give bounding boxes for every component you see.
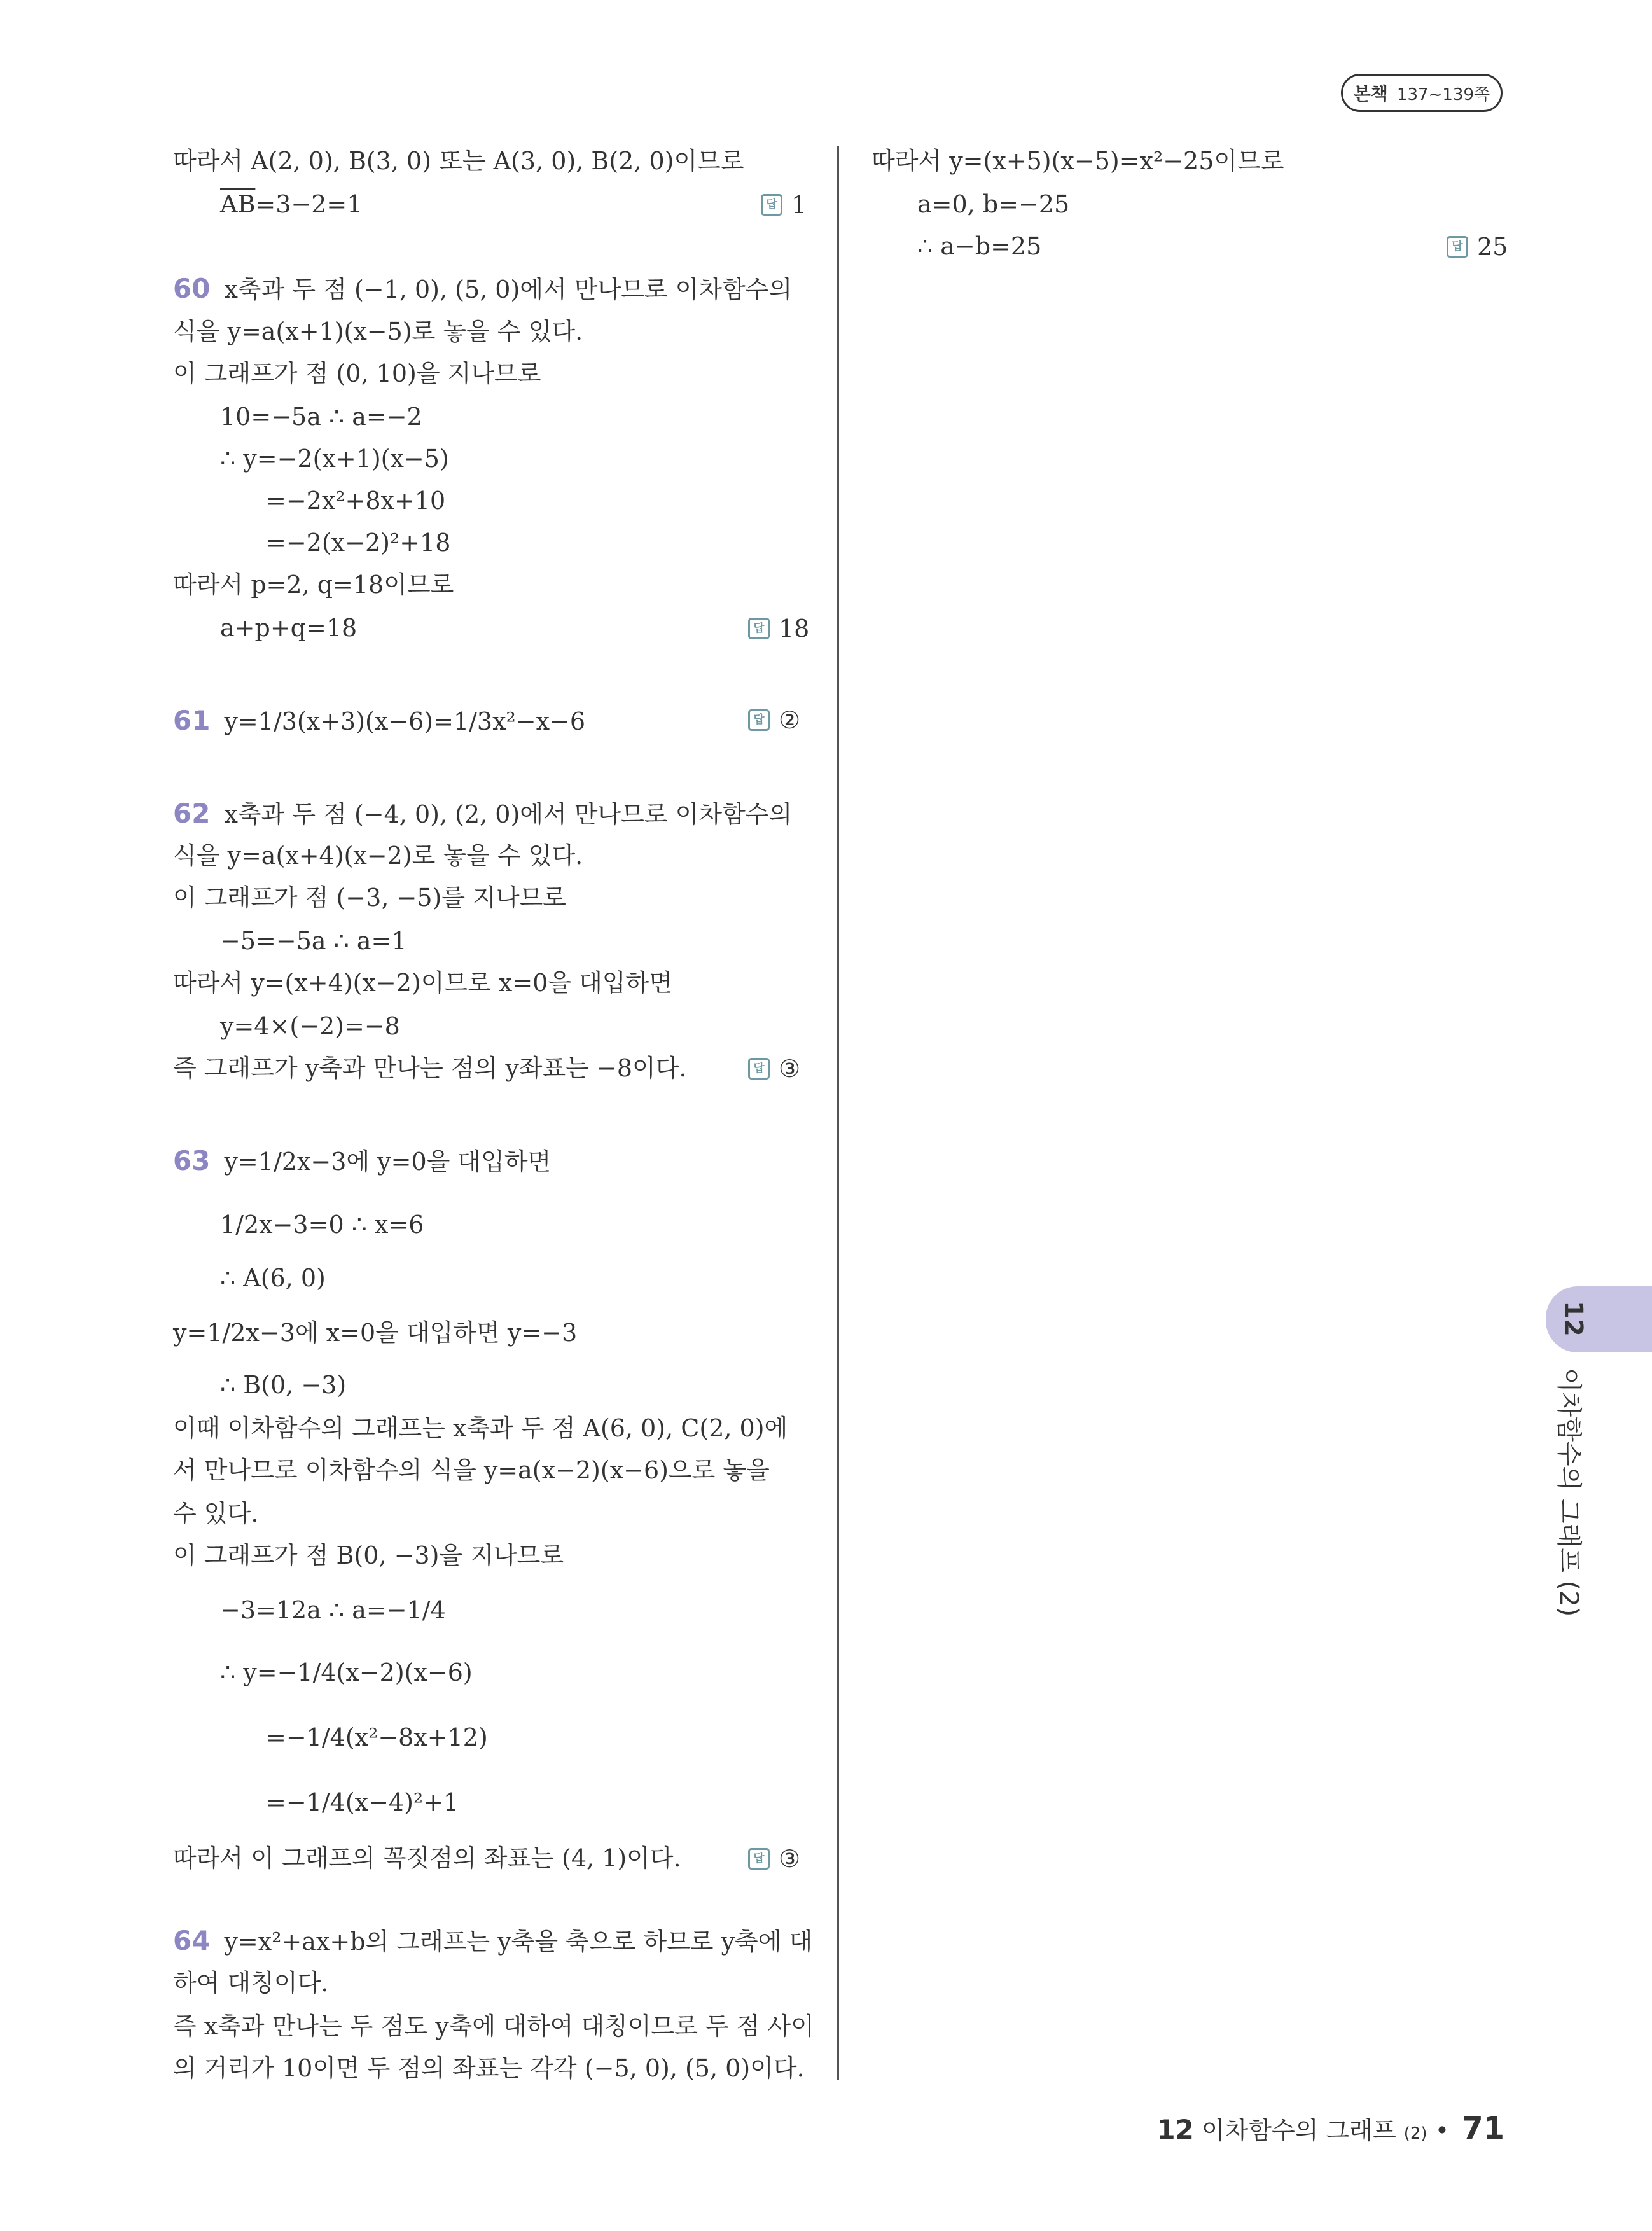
problem-62-line-7: 즉 그래프가 y축과 만나는 점의 y좌표는 −8이다. (173, 1054, 687, 1082)
page-range: 137~139쪽 (1396, 85, 1490, 104)
problem-64-line-1: 64 y=x²+ax+b의 그래프는 y축을 축으로 하므로 y축에 대 (173, 1925, 813, 1956)
problem-62-line-2: 식을 y=a(x+4)(x−2)로 놓을 수 있다. (173, 842, 583, 870)
top-line-1: 따라서 A(2, 0), B(3, 0) 또는 A(3, 0), B(2, 0)이므로 (173, 147, 744, 175)
problem-62-line-4: −5=−5a ∴ a=1 (220, 927, 407, 955)
answer-63: 답 ③ (748, 1845, 800, 1873)
problem-63-line-8: 수 있다. (173, 1499, 259, 1527)
top-line-2: $\overline{AB}=3-2=1$ (220, 190, 363, 218)
problem-61-line-1: 61 y=1/3(x+3)(x−6)=1/3x²−x−6 (173, 705, 586, 736)
problem-number-62: 62 (173, 798, 211, 829)
right-line-2: a=0, b=−25 (917, 190, 1070, 218)
answer-icon: 답 (748, 709, 770, 731)
answer-icon: 답 (1447, 236, 1468, 258)
answer-60: 답 18 (748, 615, 809, 643)
problem-63-line-2: 1/2x−3=0 ∴ x=6 (220, 1211, 424, 1239)
book-label: 본책 (1353, 83, 1388, 104)
answer-icon: 답 (748, 618, 770, 639)
problem-63-line-14: 따라서 이 그래프의 꼭짓점의 좌표는 (4, 1)이다. (173, 1844, 681, 1872)
problem-60-line-2: 식을 y=a(x+1)(x−5)로 놓을 수 있다. (173, 317, 583, 345)
problem-63-line-7: 서 만나므로 이차함수의 식을 y=a(x−2)(x−6)으로 놓을 (173, 1456, 770, 1484)
problem-64-line-4: 의 거리가 10이면 두 점의 좌표는 각각 (−5, 0), (5, 0)이다. (173, 2054, 805, 2082)
problem-63-line-6: 이때 이차함수의 그래프는 x축과 두 점 A(6, 0), C(2, 0)에 (173, 1414, 788, 1442)
side-tab-number: 12 (1558, 1301, 1588, 1337)
right-line-3: ∴ a−b=25 (917, 232, 1042, 260)
problem-60-line-5: ∴ y=−2(x+1)(x−5) (220, 445, 449, 473)
footer-chapter-title: 이차함수의 그래프 (1201, 2116, 1396, 2144)
problem-63-line-9: 이 그래프가 점 B(0, −3)을 지나므로 (173, 1541, 564, 1569)
footer-chapter-part: (2) (1403, 2124, 1427, 2143)
problem-number-63: 63 (173, 1145, 211, 1176)
problem-60-line-3: 이 그래프가 점 (0, 10)을 지나므로 (173, 359, 541, 387)
problem-62-line-3: 이 그래프가 점 (−3, −5)를 지나므로 (173, 884, 566, 912)
problem-number-61: 61 (173, 705, 211, 736)
answer-icon: 답 (748, 1058, 770, 1080)
answer-62: 답 ③ (748, 1055, 800, 1083)
page-number: 71 (1462, 2111, 1504, 2146)
problem-60-line-8: 따라서 p=2, q=18이므로 (173, 571, 454, 599)
problem-63-line-4: y=1/2x−3에 x=0을 대입하면 y=−3 (173, 1319, 578, 1347)
answer-icon: 답 (748, 1848, 770, 1870)
problem-60-line-9: a+p+q=18 (220, 614, 357, 642)
book-page-reference (1341, 74, 1503, 112)
problem-62-line-5: 따라서 y=(x+4)(x−2)이므로 x=0을 대입하면 (173, 969, 672, 997)
right-line-1: 따라서 y=(x+5)(x−5)=x²−25이므로 (871, 147, 1284, 175)
problem-60-line-1: 60 x축과 두 점 (−1, 0), (5, 0)에서 만나므로 이차함수의 (173, 273, 793, 304)
problem-64-line-2: 하여 대칭이다. (173, 1969, 329, 1997)
side-tab-title: 이차함수의 그래프 (2) (1554, 1368, 1583, 1617)
segment-ab: $\overline{AB}$ (220, 190, 256, 218)
problem-63-line-13: =−1/4(x−4)²+1 (266, 1788, 459, 1816)
problem-63-line-3: ∴ A(6, 0) (220, 1264, 326, 1292)
problem-63-line-12: =−1/4(x²−8x+12) (266, 1723, 488, 1751)
problem-60-line-6: =−2x²+8x+10 (266, 487, 446, 515)
problem-62-line-6: y=4×(−2)=−8 (220, 1012, 400, 1040)
footer-chapter-number: 12 (1156, 2114, 1194, 2145)
answer-right: 답 25 (1447, 233, 1508, 261)
answer-top: 답 1 (761, 191, 807, 219)
problem-63-line-1: 63 y=1/2x−3에 y=0을 대입하면 (173, 1145, 552, 1176)
problem-number-60: 60 (173, 273, 211, 304)
problem-60-line-4: 10=−5a ∴ a=−2 (220, 403, 422, 431)
answer-icon: 답 (761, 194, 782, 216)
footer-bullet: • (1434, 2116, 1450, 2144)
page-footer (1156, 2111, 1504, 2146)
problem-64-line-3: 즉 x축과 만나는 두 점도 y축에 대하여 대칭이므로 두 점 사이 (173, 2012, 814, 2040)
problem-60-line-7: =−2(x−2)²+18 (266, 529, 451, 557)
problem-63-line-5: ∴ B(0, −3) (220, 1371, 347, 1399)
problem-62-line-1: 62 x축과 두 점 (−4, 0), (2, 0)에서 만나므로 이차함수의 (173, 798, 793, 829)
answer-61: 답 ② (748, 706, 800, 734)
column-divider (837, 146, 839, 2080)
problem-number-64: 64 (173, 1925, 211, 1956)
problem-63-line-11: ∴ y=−1/4(x−2)(x−6) (220, 1658, 473, 1686)
problem-63-line-10: −3=12a ∴ a=−1/4 (220, 1596, 446, 1624)
